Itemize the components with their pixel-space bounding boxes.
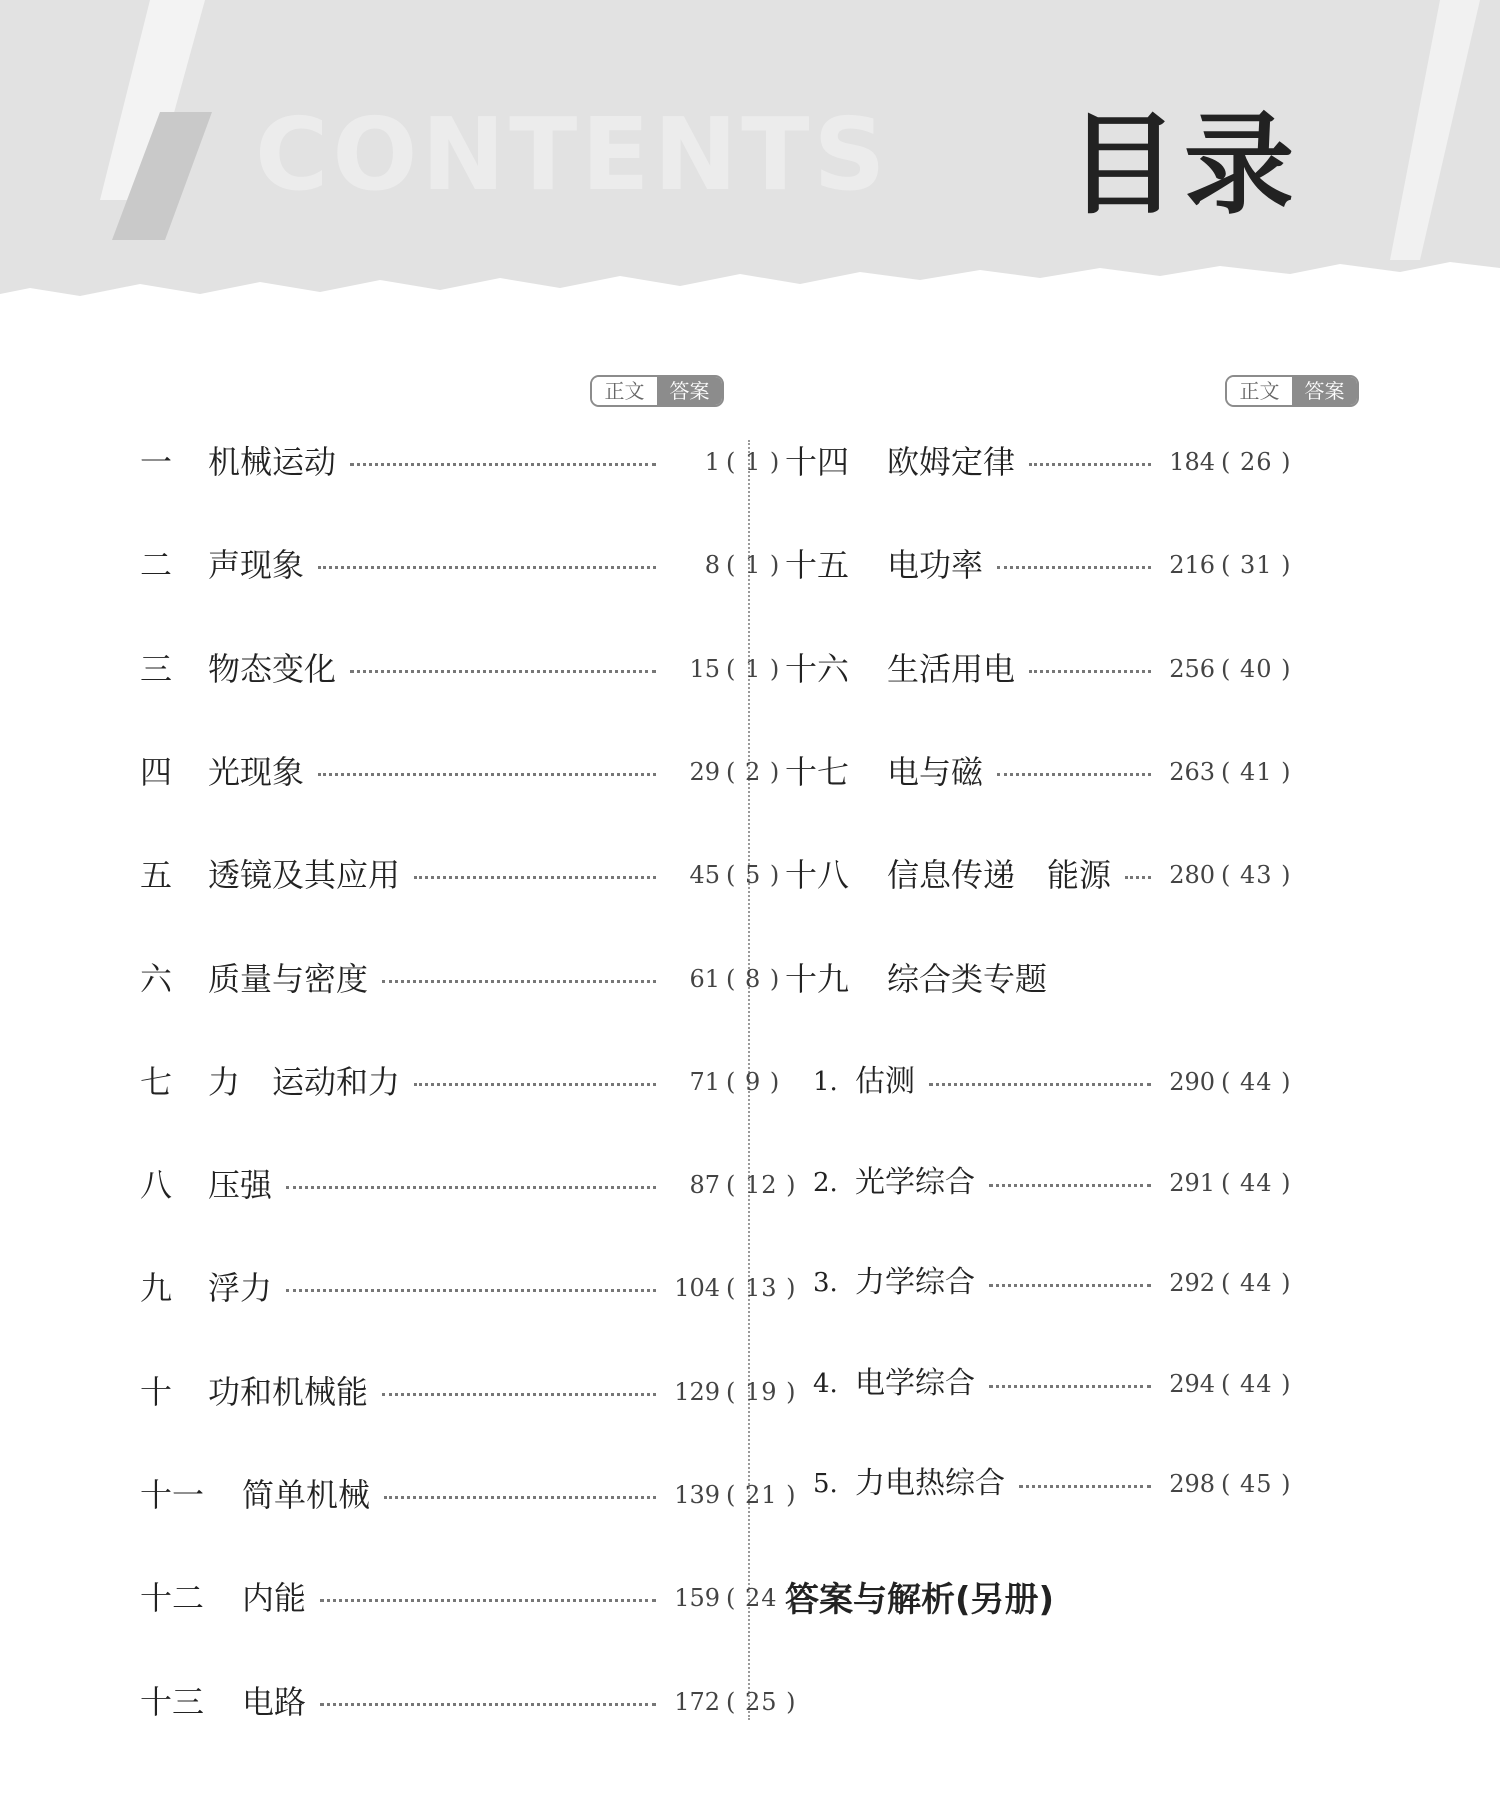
toc-entry[interactable] <box>140 752 781 792</box>
column-legend-badge-right <box>1225 375 1359 407</box>
page-number: 8 <box>704 551 720 580</box>
dot-leader <box>384 1496 656 1499</box>
answer-page-number: ( 1 ) <box>726 551 781 580</box>
chapter-title: 光现象 <box>208 752 305 791</box>
chapter-number: 十四 <box>785 443 850 481</box>
dot-leader <box>414 1083 656 1086</box>
toc-entry[interactable] <box>140 649 781 689</box>
answer-page-number: ( 2 ) <box>726 757 781 786</box>
toc-entry[interactable] <box>813 1464 1363 1504</box>
chapter-title: 声现象 <box>208 546 305 585</box>
chapter-number: 十七 <box>785 752 850 791</box>
answer-page-number: ( 31 ) <box>1221 551 1292 580</box>
chapter-number: 十九 <box>785 959 850 998</box>
toc-entry[interactable] <box>813 1263 1363 1303</box>
page-number: 104 <box>674 1274 720 1303</box>
toc-entry[interactable] <box>785 442 1365 482</box>
toc-entry[interactable] <box>140 545 781 585</box>
header-title-english: CONTENTS <box>255 96 890 213</box>
toc-entry[interactable] <box>813 1062 1363 1102</box>
answer-page-number: ( 21 ) <box>726 1481 797 1509</box>
chapter-title: 电学综合 <box>855 1365 975 1401</box>
page-number: 172 <box>674 1687 720 1716</box>
page-number: 280 <box>1169 861 1215 890</box>
dot-leader <box>350 463 656 466</box>
dot-leader <box>989 1184 1151 1187</box>
answer-page-number: ( 12 ) <box>726 1171 797 1200</box>
toc-entry[interactable] <box>140 959 781 999</box>
chapter-title: 力 运动和力 <box>208 1062 401 1101</box>
answer-page-number: ( 5 ) <box>726 861 781 890</box>
toc-entry[interactable] <box>785 959 1365 999</box>
dot-leader <box>318 773 656 776</box>
header-banner <box>0 0 1500 300</box>
toc-entry[interactable] <box>785 752 1365 792</box>
page-number: 87 <box>689 1171 720 1200</box>
chapter-title: 综合类专题 <box>887 959 1048 998</box>
badge-answer-label: 答案 <box>657 377 722 405</box>
dot-leader <box>414 876 656 879</box>
dot-leader <box>286 1186 656 1189</box>
page-number: 291 <box>1169 1168 1215 1197</box>
toc-entry[interactable] <box>813 1364 1363 1404</box>
dot-leader <box>320 1599 656 1602</box>
toc-entry[interactable] <box>140 1682 797 1722</box>
toc-entry[interactable] <box>813 1163 1363 1203</box>
chapter-number: 3. <box>813 1268 838 1298</box>
toc-entry[interactable] <box>140 1372 797 1412</box>
chapter-title: 光学综合 <box>855 1164 975 1200</box>
answer-page-number: ( 45 ) <box>1221 1470 1292 1498</box>
chapter-title: 电路 <box>242 1682 307 1721</box>
answer-page-number: ( 24 ) <box>726 1584 797 1613</box>
answer-page-number: ( 13 ) <box>726 1274 797 1303</box>
page-number: 298 <box>1169 1470 1215 1498</box>
dot-leader <box>318 566 656 569</box>
chapter-number: 八 <box>140 1166 173 1205</box>
answer-page-number: ( 8 ) <box>726 964 781 993</box>
page-number: 263 <box>1169 757 1215 786</box>
chapter-number: 十六 <box>785 649 850 688</box>
answer-page-number: ( 9 ) <box>726 1067 781 1096</box>
dot-leader <box>997 566 1151 569</box>
page-number: 29 <box>689 757 720 786</box>
answer-booklet-note: 答案与解析(另册) <box>785 1580 1055 1620</box>
dot-leader <box>350 670 656 673</box>
answer-page-number: ( 44 ) <box>1221 1269 1292 1297</box>
chapter-title: 内能 <box>242 1579 307 1618</box>
dot-leader <box>1029 670 1151 673</box>
toc-entry[interactable] <box>140 1578 797 1618</box>
chapter-number: 十 <box>140 1372 173 1411</box>
dot-leader <box>1029 463 1151 466</box>
chapter-title: 质量与密度 <box>208 959 369 998</box>
chapter-title: 生活用电 <box>887 649 1016 688</box>
page-number: 256 <box>1169 654 1215 683</box>
chapter-title: 简单机械 <box>242 1476 371 1514</box>
chapter-title: 透镜及其应用 <box>208 856 401 895</box>
answer-page-number: ( 40 ) <box>1221 654 1292 683</box>
answer-page-number: ( 25 ) <box>726 1687 797 1716</box>
dot-leader <box>382 980 656 983</box>
page-number: 139 <box>674 1481 720 1509</box>
page-number: 216 <box>1169 551 1215 580</box>
answer-page-number: ( 44 ) <box>1221 1369 1292 1398</box>
chapter-title: 信息传递 能源 <box>887 856 1112 895</box>
toc-entry[interactable] <box>140 1268 797 1308</box>
toc-entry[interactable] <box>785 545 1365 585</box>
answer-page-number: ( 41 ) <box>1221 757 1292 786</box>
chapter-number: 1. <box>813 1067 838 1097</box>
chapter-number: 九 <box>140 1269 173 1308</box>
page-number: 129 <box>674 1377 720 1406</box>
chapter-number: 5. <box>813 1469 838 1499</box>
page-number: 15 <box>689 654 720 683</box>
dot-leader <box>320 1703 656 1706</box>
toc-entry[interactable] <box>140 1062 781 1102</box>
chapter-title: 电功率 <box>887 546 984 585</box>
answer-page-number: ( 1 ) <box>726 654 781 683</box>
page-number: 290 <box>1169 1068 1215 1096</box>
answer-page-number: ( 19 ) <box>726 1377 797 1406</box>
chapter-title: 力电热综合 <box>855 1466 1005 1501</box>
column-legend-badge-left <box>590 375 724 407</box>
page-number: 184 <box>1169 448 1215 476</box>
page-number: 292 <box>1169 1269 1215 1297</box>
dot-leader <box>286 1289 656 1292</box>
chapter-title: 电与磁 <box>887 752 984 791</box>
toc-entry[interactable] <box>140 442 781 482</box>
chapter-number: 2. <box>813 1167 838 1198</box>
dot-leader <box>989 1284 1151 1287</box>
chapter-number: 4. <box>813 1368 838 1399</box>
chapter-title: 欧姆定律 <box>887 443 1016 481</box>
page-number: 45 <box>689 861 720 890</box>
page-number: 71 <box>689 1067 720 1096</box>
chapter-title: 浮力 <box>208 1269 273 1308</box>
page-number: 159 <box>674 1584 720 1613</box>
chapter-number: 十三 <box>140 1682 205 1721</box>
dot-leader <box>997 773 1151 776</box>
chapter-number: 十一 <box>140 1476 205 1514</box>
chapter-number: 五 <box>140 856 173 895</box>
dot-leader <box>1125 876 1151 879</box>
chapter-number: 十八 <box>785 856 850 895</box>
header-title-chinese: 目录 <box>1068 101 1300 229</box>
chapter-number: 一 <box>140 443 173 481</box>
answer-page-number: ( 1 ) <box>726 448 781 476</box>
toc-entry[interactable] <box>140 855 781 895</box>
chapter-number: 三 <box>140 649 173 688</box>
answer-page-number: ( 43 ) <box>1221 861 1292 890</box>
toc-entry[interactable] <box>785 649 1365 689</box>
dot-leader <box>382 1393 656 1396</box>
badge-answer-label: 答案 <box>1292 377 1357 405</box>
badge-main-text-label: 正文 <box>1227 377 1292 405</box>
chapter-title: 压强 <box>208 1166 273 1205</box>
chapter-number: 四 <box>140 752 173 791</box>
page-number: 1 <box>704 448 720 476</box>
answer-page-number: ( 44 ) <box>1221 1168 1292 1197</box>
badge-main-text-label: 正文 <box>592 377 657 405</box>
dot-leader <box>929 1083 1151 1086</box>
chapter-title: 估测 <box>855 1064 915 1099</box>
answer-page-number: ( 26 ) <box>1221 448 1292 476</box>
chapter-title: 物态变化 <box>208 649 337 688</box>
toc-entry[interactable] <box>140 1475 797 1515</box>
chapter-number: 六 <box>140 959 173 998</box>
answer-page-number: ( 44 ) <box>1221 1068 1292 1096</box>
page-number: 61 <box>689 964 720 993</box>
dot-leader <box>989 1385 1151 1388</box>
chapter-title: 机械运动 <box>208 443 337 481</box>
page-number: 294 <box>1169 1369 1215 1398</box>
chapter-number: 十五 <box>785 546 850 585</box>
dot-leader <box>1019 1485 1151 1488</box>
chapter-number: 七 <box>140 1062 173 1101</box>
chapter-title: 功和机械能 <box>208 1372 369 1411</box>
chapter-number: 十二 <box>140 1579 205 1618</box>
chapter-title: 力学综合 <box>855 1265 975 1300</box>
toc-entry[interactable] <box>785 855 1365 895</box>
toc-entry[interactable] <box>140 1165 797 1205</box>
chapter-number: 二 <box>140 546 173 585</box>
